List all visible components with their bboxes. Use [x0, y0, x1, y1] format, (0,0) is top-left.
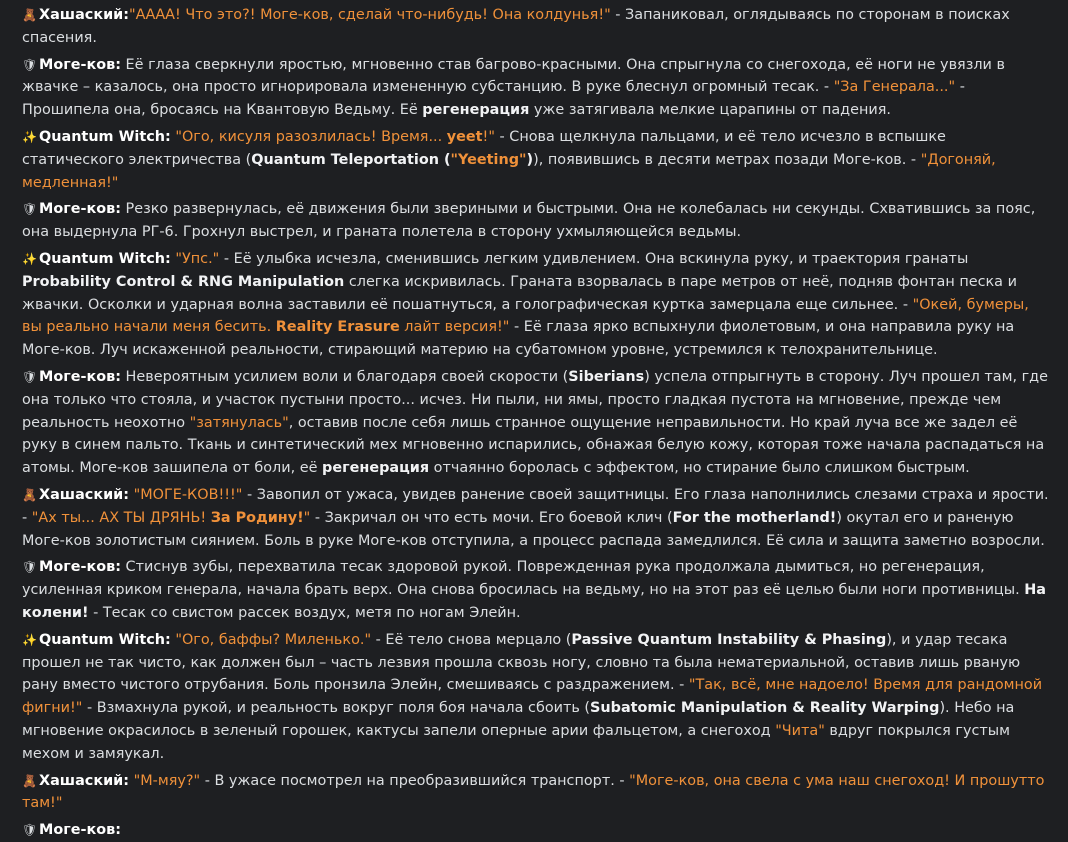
log-paragraph	[22, 556, 1052, 624]
quoted-speech: "АААА! Что это?! Моге-ков, сделай что-нибудь! Она колдунья!"	[129, 7, 611, 23]
speaker-name: Моге-ков:	[39, 201, 121, 218]
bold-quoted-term: yeet	[446, 128, 483, 145]
narration-text: - Закричал он что есть мочи. Его боевой клич (	[310, 509, 673, 526]
quoted-speech: "	[303, 509, 311, 526]
bold-term: регенерация	[422, 102, 530, 119]
speaker-name: Моге-ков:	[39, 368, 121, 385]
shield-icon: 🛡	[22, 202, 38, 217]
narration-text: - Снова щелкнула пальцами, и её тело исчезло в вспышке статического электричества (	[22, 128, 946, 168]
teddy-bear-icon: 🧸	[22, 773, 37, 788]
narration-text: - В ужасе посмотрел на преобразившийся транспорт. -	[200, 772, 630, 789]
log-paragraph	[22, 819, 1052, 842]
narration-text: - Тесак со свистом рассек воздух, метя по ногам Элейн.	[88, 604, 521, 621]
log-paragraph	[22, 198, 1052, 244]
narration-text: , оставив после себя лишь странное ощущение неправильности. Но край луча все же задел её руку в синем пальто. Ткань и синтетический мех мгновенно испарились, обнажая белую кожу, которая тоже начала распадаться на атомы. Моге-ков зашипела от боли, её	[22, 414, 1045, 477]
narration-text: ). Небо на мгновение окрасилось в зеленый горошек, кактусы запели оперные арии фальцетом, а снегоход	[22, 700, 1015, 739]
bold-term: Subatomic Manipulation & Reality Warping	[590, 700, 940, 717]
shield-icon: 🛡	[22, 57, 38, 72]
quoted-speech: "За Генерала..."	[833, 79, 956, 96]
shield-icon: 🛡	[22, 369, 38, 384]
narration-text: ) успела отпрыгнуть в сторону. Луч прошел там, где она только что стояла, и участок пустыни просто... исчез. Ни пыли, ни ямы, просто гладкая пустота на мгновение, прежде чем реальность неохотно	[22, 368, 1048, 431]
log-paragraph	[22, 54, 1052, 122]
bold-quoted-term: Reality Erasure	[275, 319, 400, 336]
bold-term: Quantum Teleportation (	[251, 151, 451, 168]
narration-text: - Прошипела она, бросаясь на Квантовую Ведьму. Её	[22, 79, 965, 119]
quoted-speech: "Ах ты... АХ ТЫ ДРЯНЬ!	[31, 509, 211, 526]
bold-term: Probability Control & RNG Manipulation	[22, 273, 345, 290]
speaker-name: Quantum Witch:	[39, 631, 171, 648]
log-paragraph	[22, 770, 1052, 816]
log-paragraph	[22, 126, 1052, 194]
narration-text: слегка искривилась. Граната взорвалась в паре метров от неё, подняв фонтан песка и жвачки. Осколки и ударная волна заставили её пошатнуться, а голографическая куртка замерцала еще сильнее. -	[22, 273, 1017, 313]
shield-icon: 🛡	[22, 823, 38, 838]
teddy-bear-icon: 🧸	[22, 8, 37, 22]
speaker-name: Хашаский:	[39, 486, 130, 503]
speaker-name: Моге-ков:	[39, 559, 121, 576]
bold-term: Siberians	[568, 368, 645, 385]
bold-term: )	[526, 151, 534, 168]
speaker-name: Моге-ков:	[39, 822, 121, 839]
quoted-speech: "Догоняй, медленная!"	[22, 151, 996, 191]
speaker-name: Хашаский:	[39, 772, 130, 789]
narration-text: ), появившись в десяти метрах позади Моге-ков. -	[533, 151, 921, 168]
quoted-speech: лайт версия!"	[399, 319, 510, 336]
sparkles-icon: ✨	[22, 632, 37, 647]
speaker-name: Хашаский:	[39, 7, 130, 23]
narration-text: - Её улыбка исчезла, сменившись легким удивлением. Она вскинула руку, и траектория гранаты	[219, 250, 969, 267]
log-paragraph	[22, 484, 1052, 552]
bold-quoted-term: За Родину!	[210, 509, 304, 526]
quoted-speech: "Чита"	[775, 722, 825, 739]
narration-text: ), и удар тесака прошел не так чисто, как должен был – часть лезвия прошла сквозь ногу, словно та была нематериальной, оставив лишь рваную рану вместо чистого отрубания. Боль пронзила Элейн, смешиваясь с раздражением. -	[22, 631, 1021, 694]
quoted-speech: "Упс."	[170, 250, 220, 267]
speaker-name: Quantum Witch:	[39, 128, 171, 145]
quoted-speech: "затянулась"	[189, 414, 289, 431]
bold-term: регенерация	[322, 460, 430, 477]
bold-term: For the motherland!	[672, 509, 837, 526]
shield-icon: 🛡	[22, 560, 38, 575]
quoted-speech: "Моге-ков, она свела с ума наш снегоход! И прошутто там!"	[22, 772, 1045, 812]
bold-term: На колени!	[22, 582, 1046, 621]
log-paragraph	[22, 366, 1052, 480]
quoted-speech: "Ого, баффы? Миленько."	[170, 631, 372, 648]
bold-term: Passive Quantum Instability & Phasing	[571, 631, 887, 648]
quoted-speech: !"	[482, 128, 495, 145]
log-paragraph	[22, 4, 1052, 50]
narration-text: - Её тело снова мерцало (	[371, 631, 572, 648]
log-paragraph	[22, 629, 1052, 766]
log-paragraph	[22, 248, 1052, 362]
speaker-name: Quantum Witch:	[39, 250, 171, 267]
teddy-bear-icon: 🧸	[22, 487, 37, 502]
sparkles-icon: ✨	[22, 251, 37, 266]
narration-text: - Взмахнула рукой, и реальность вокруг поля боя начала сбоить (	[82, 700, 591, 717]
narration-text: Невероятным усилием воли и благодаря своей скорости (	[120, 368, 569, 385]
narration-text: Резко развернулась, её движения были звериными и быстрыми. Она не колебалась ни секунды. Схватившись за пояс, она выдернула РГ-6. Грохнул выстрел, и граната полетела в сторону ухмыляющейся ведьмы.	[22, 201, 1036, 241]
quoted-speech: "МОГЕ-КОВ!!!"	[129, 486, 243, 503]
narration-text: ) окутал его и раненую Моге-ков золотистым сиянием. Боль в руке Моге-ков отступила, а процесс распада замедлился. Её сила и защита заметно возросли.	[22, 509, 1045, 549]
sparkles-icon: ✨	[22, 129, 37, 144]
quoted-speech: "Так, всё, мне надоело! Время для рандомной фигни!"	[22, 677, 1043, 717]
narration-text: - Её глаза ярко вспыхнули фиолетовым, и она направила руку на Моге-ков. Луч искаженной реальности, стирающий материю на субатомном уровне, устремился к телохранительнице.	[22, 319, 1015, 359]
narration-text: отчаянно боролась с эффектом, но стирание было слишком быстрым.	[429, 460, 970, 477]
quoted-speech: "Окей, бумеры, вы реально начали меня бесить.	[22, 296, 1029, 336]
narration-text: - Завопил от ужаса, увидев ранение своей защитницы. Его глаза наполнились слезами страха и ярости. -	[22, 486, 1049, 526]
bold-quoted-term: "Yeeting"	[450, 151, 527, 168]
quoted-speech: "Ого, кисуля разозлилась! Время...	[170, 128, 447, 145]
narration-text: уже затягивала мелкие царапины от падения.	[529, 102, 891, 119]
narration-text: Стиснув зубы, перехватила тесак здоровой рукой. Поврежденная рука продолжала дымиться, но регенерация, усиленная криком генерала, начала брать верх. Она снова бросилась на ведьму, но на этот раз её целью были ноги противницы.	[22, 559, 1025, 599]
quoted-speech: "М-мяу?"	[129, 772, 201, 789]
narration-text: Её глаза сверкнули яростью, мгновенно став багрово-красными. Она спрыгнула со снегохода, её ноги не увязли в жвачке – казалось, она просто игнорировала измененную субстанцию. В руке блеснул огромный тесак. -	[22, 56, 1005, 96]
narration-text: вдруг покрылся густым мехом и замяукал.	[22, 722, 1010, 762]
narration-text: - Запаниковал, оглядываясь по сторонам в поисках спасения.	[22, 7, 1010, 46]
speaker-name: Моге-ков:	[39, 56, 121, 73]
